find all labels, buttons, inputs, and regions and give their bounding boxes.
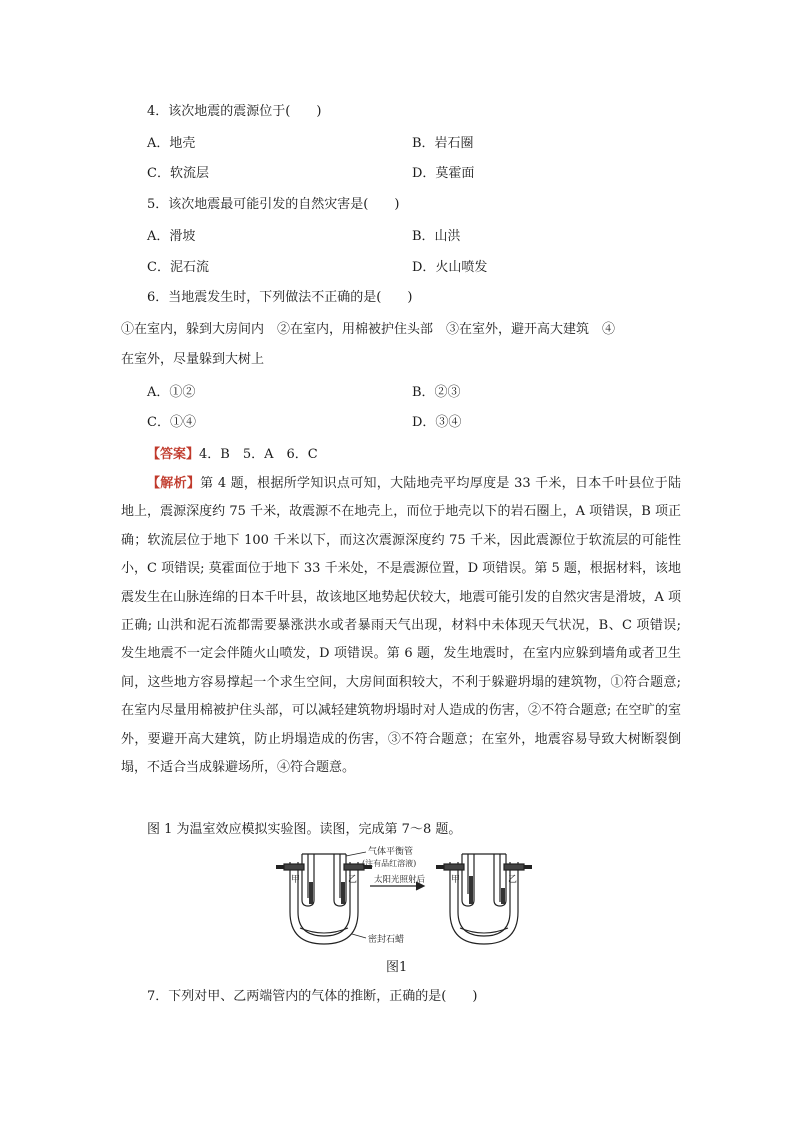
greenhouse-experiment-figure [262,842,532,952]
q4-stem: 4．该次地震的震源位于( ) [147,104,322,119]
q4-option-b: B．岩石圈 [412,136,474,151]
analysis-label: 【解析】 [147,476,201,491]
analysis-text: 第 4 题，根据所学知识点可知，大陆地壳平均厚度是 33 千米，日本千叶县位于陆地上，震源深度约 75 千米，故震源不在地壳上，而位于地壳以下的岩石圈上，A 项错误，B 项正确；软流层位于地下 100 千米以下，而这次震源深度约 75 千米，因此震源位于软流层的可能性小，C 项错误; 莫霍面位于地下 33 千米处，不是震源位置，D 项错误。第 5 题，根据材料，该地震发生在山脉连绵的日本千叶县，故该地区地势起伏较大，地震可能引发的自然灾害是滑坡，A 项正确; 山洪和泥石流都需要暴涨洪水或者暴雨天气出现，材料中未体现天气状况，B、C 项错误; 发生地震不一定会伴随火山喷发，D 项错误。第 6 题，发生地震时，在室内应躲到墙角或者卫生间，这些地方容易撑起一个求生空间，大房间面积较大，不利于躲避坍塌的建筑物，①符合题意; 在室内尽量用棉被护住头部，可以减轻建筑物坍塌时对人造成的伤害，②不符合题意; 在空旷的室外，要避开高大建筑，防止坍塌造成的伤害，③不符合题意；在室外，地震容易导致大树断裂倒塌，不适合当成躲避场所，④符合题意。 [121,476,681,776]
q6-option-b: B．②③ [412,385,461,400]
label-balance-tube-note: (注有品红溶液) [362,859,417,868]
q6-statements-line2: 在室外，尽量躲到大树上 [121,352,265,367]
q4-option-d: D．莫霍面 [412,166,475,181]
q6-option-a: A．①② [147,385,196,400]
label-sealed-wax: 密封石蜡 [368,935,405,945]
q5-option-c: C．泥石流 [147,260,209,275]
answer-label: 【答案】 [147,447,200,462]
q6-statements-line1: ①在室内，躲到大房间内 ②在室内，用棉被护住头部 ③在室外，避开高大建筑 ④ [121,322,616,337]
left-yi-label: 乙 [348,875,358,885]
q5-stem: 5．该次地震最可能引发的自然灾害是( ) [147,197,400,212]
answer-text: 4．B 5．A 6．C [199,447,318,462]
right-jia-label: 甲 [451,875,461,885]
q6-option-c: C．①④ [147,415,196,430]
figure-intro: 图 1 为温室效应模拟实验图。读图，完成第 7～8 题。 [147,822,462,837]
analysis-paragraph [121,470,681,782]
label-sunlight-arrow: 太阳光照射后 [374,875,426,885]
label-balance-tube: 气体平衡管 [368,847,414,857]
q5-option-a: A．滑坡 [147,229,196,244]
q4-option-a: A．地壳 [147,136,196,151]
figure-caption: 图1 [386,960,408,975]
q6-option-d: D．③④ [412,415,462,430]
q5-option-d: D．火山喷发 [412,260,488,275]
q7-stem: 7．下列对甲、乙两端管内的气体的推断，正确的是( ) [147,989,478,1004]
q5-option-b: B．山洪 [412,229,461,244]
q4-option-c: C．软流层 [147,166,209,181]
q6-stem: 6．当地震发生时，下列做法不正确的是( ) [147,290,413,305]
right-yi-label: 乙 [508,875,518,885]
answer-line [147,445,318,465]
left-jia-label: 甲 [291,875,301,885]
